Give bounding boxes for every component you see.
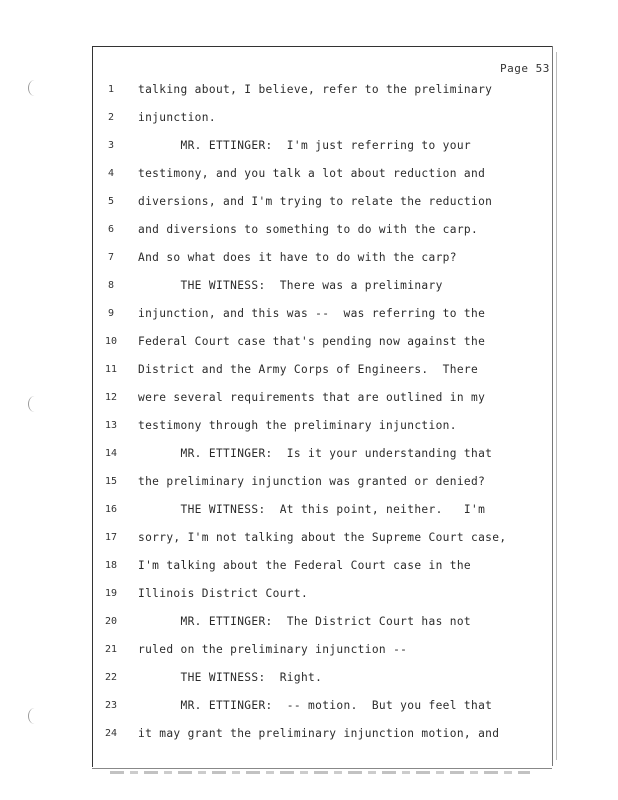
- binder-hole-mark: [28, 708, 41, 724]
- line-number: 1: [107, 84, 115, 95]
- transcript-line: THE WITNESS: At this point, neither. I'm: [138, 503, 486, 516]
- line-number: 5: [107, 196, 115, 207]
- line-number: 21: [104, 644, 118, 655]
- line-number: 15: [104, 476, 118, 487]
- bottom-rule: [92, 768, 552, 769]
- footer-smudge: [110, 771, 530, 774]
- line-number: 13: [104, 420, 118, 431]
- line-number: 2: [107, 112, 115, 123]
- transcript-line: MR. ETTINGER: The District Court has not: [138, 615, 472, 628]
- line-number: 24: [104, 728, 118, 739]
- line-number: 18: [104, 560, 118, 571]
- transcript-line: testimony through the preliminary injunction.: [138, 419, 457, 432]
- line-number: 4: [107, 168, 115, 179]
- transcript-line: MR. ETTINGER: Is it your understanding that: [138, 447, 493, 460]
- line-number: 14: [104, 448, 118, 459]
- transcript-line: MR. ETTINGER: -- motion. But you feel that: [138, 699, 493, 712]
- transcript-line: And so what does it have to do with the carp?: [138, 251, 457, 264]
- line-number: 3: [107, 140, 115, 151]
- line-number: 6: [107, 224, 115, 235]
- line-number: 17: [104, 532, 118, 543]
- line-number: 20: [104, 616, 118, 627]
- page-number: Page 53: [500, 62, 550, 75]
- transcript-line: testimony, and you talk a lot about reduction and: [138, 167, 486, 180]
- line-number: 19: [104, 588, 118, 599]
- line-number: 11: [104, 364, 118, 375]
- line-number: 9: [107, 308, 115, 319]
- binder-hole-mark: [28, 80, 41, 96]
- line-number: 22: [104, 672, 118, 683]
- transcript-line: ruled on the preliminary injunction --: [138, 643, 408, 656]
- transcript-line: diversions, and I'm trying to relate the reduction: [138, 195, 493, 208]
- transcript-line: talking about, I believe, refer to the preliminary: [138, 83, 493, 96]
- transcript-line: Illinois District Court.: [138, 587, 309, 600]
- transcript-line: sorry, I'm not talking about the Supreme Court case,: [138, 531, 507, 544]
- transcript-line: and diversions to something to do with the carp.: [138, 223, 479, 236]
- transcript-line: District and the Army Corps of Engineers. There: [138, 363, 479, 376]
- line-number: 8: [107, 280, 115, 291]
- transcript-line: I'm talking about the Federal Court case in the: [138, 559, 472, 572]
- transcript-line: Federal Court case that's pending now against the: [138, 335, 486, 348]
- line-number: 23: [104, 700, 118, 711]
- binder-hole-mark: [28, 396, 41, 412]
- right-margin-rule-inner: [556, 52, 557, 760]
- line-number: 12: [104, 392, 118, 403]
- transcript-line: were several requirements that are outlined in my: [138, 391, 486, 404]
- transcript-line: MR. ETTINGER: I'm just referring to your: [138, 139, 472, 152]
- transcript-line: THE WITNESS: Right.: [138, 671, 323, 684]
- transcript-line: it may grant the preliminary injunction motion, and: [138, 727, 500, 740]
- line-number: 10: [104, 336, 118, 347]
- transcript-line: injunction, and this was -- was referring to the: [138, 307, 486, 320]
- right-margin-rule: [552, 46, 553, 766]
- transcript-line: injunction.: [138, 111, 216, 124]
- line-number: 16: [104, 504, 118, 515]
- line-number: 7: [107, 252, 115, 263]
- transcript-page-frame: [92, 46, 553, 767]
- transcript-line: THE WITNESS: There was a preliminary: [138, 279, 443, 292]
- transcript-line: the preliminary injunction was granted or denied?: [138, 475, 486, 488]
